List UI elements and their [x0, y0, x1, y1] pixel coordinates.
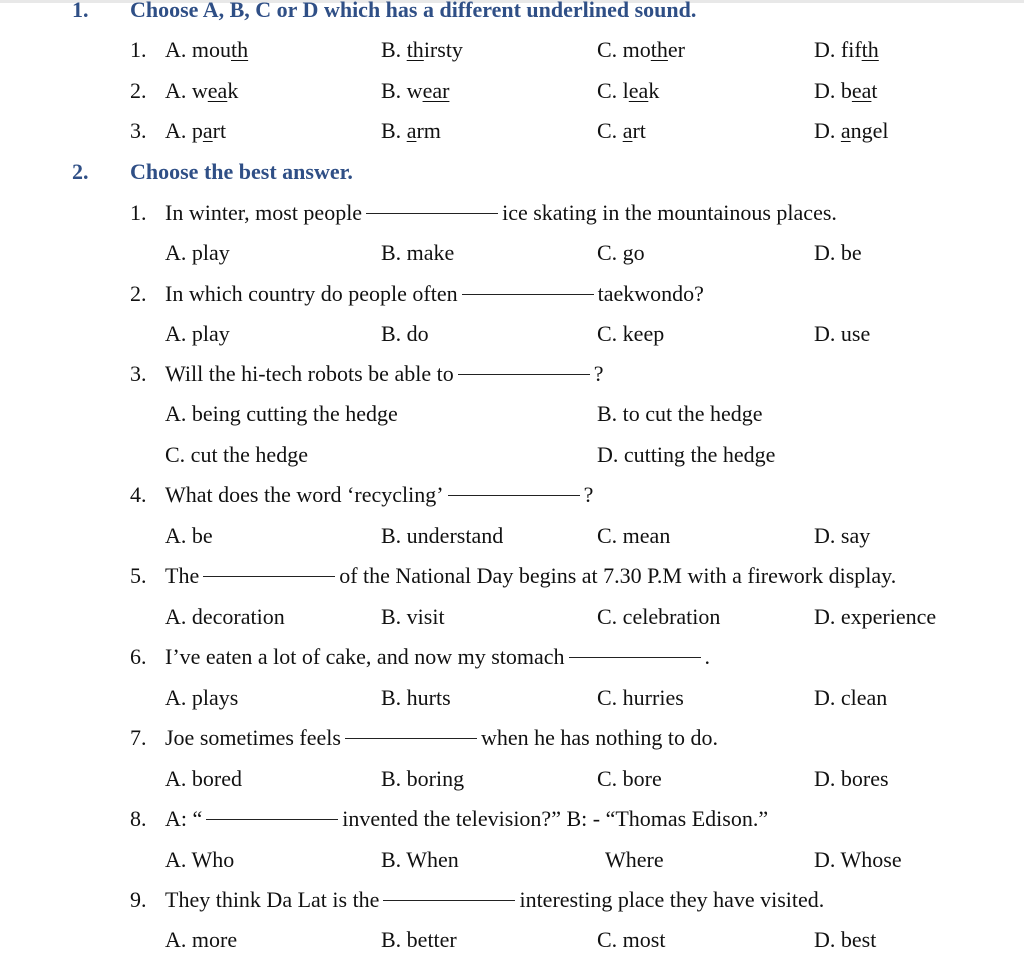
underlined-sound: ea: [207, 78, 228, 103]
question-number: 4.: [130, 482, 147, 507]
answer-blank: [203, 576, 335, 577]
pronunciation-question-1: [0, 30, 1024, 70]
question-8-stem: [0, 799, 1024, 839]
option-b: B. arm: [381, 118, 441, 143]
option-b: B. boring: [381, 766, 465, 791]
underlined-sound: a: [840, 118, 851, 143]
option-c: C. hurries: [597, 685, 684, 710]
answer-blank: [206, 819, 338, 820]
option-a: A. part: [165, 118, 227, 143]
underlined-sound: th: [406, 37, 424, 62]
question-text: What does the word ‘recycling’ ?: [165, 482, 594, 507]
question-3-options-row-2: [0, 435, 1024, 475]
answer-blank: [366, 213, 498, 214]
answer-blank: [383, 900, 515, 901]
option-c: C. go: [597, 240, 645, 265]
question-number: 9.: [130, 887, 147, 912]
option-b: B. understand: [381, 523, 504, 548]
option-c: C. leak: [597, 78, 660, 103]
option-a: A. being cutting the hedge: [165, 401, 398, 426]
question-text: I’ve eaten a lot of cake, and now my stomach .: [165, 644, 711, 669]
option-b: B. hurts: [381, 685, 451, 710]
answer-blank: [569, 657, 701, 658]
underlined-sound: ea: [851, 78, 872, 103]
section-2-title: Choose the best answer.: [130, 159, 353, 184]
section-1-number: 1.: [72, 0, 89, 22]
option-d: D. experience: [814, 604, 937, 629]
option-b: B. make: [381, 240, 455, 265]
option-a: A. more: [165, 927, 238, 952]
question-number: 5.: [130, 563, 147, 588]
question-7-stem: [0, 718, 1024, 758]
question-5-stem: [0, 556, 1024, 596]
pronunciation-question-3: [0, 111, 1024, 151]
section-1-title: Choose A, B, C or D which has a different underlined sound.: [130, 0, 697, 22]
option-c: C. keep: [597, 321, 665, 346]
option-d: D. use: [814, 321, 871, 346]
option-c: C. mean: [597, 523, 671, 548]
option-a: A. Who: [165, 847, 235, 872]
question-number: 8.: [130, 806, 147, 831]
question-7-options: [0, 759, 1024, 799]
option-a: A. mouth: [165, 37, 249, 62]
option-a: A. bored: [165, 766, 242, 791]
option-b: B. to cut the hedge: [597, 401, 763, 426]
question-2-stem: [0, 274, 1024, 314]
answer-blank: [448, 495, 580, 496]
question-4-stem: [0, 475, 1024, 515]
section-2-heading: [0, 152, 1024, 192]
option-b: B. better: [381, 927, 457, 952]
underlined-sound: th: [231, 37, 249, 62]
question-1-stem: [0, 193, 1024, 233]
question-number: 6.: [130, 644, 147, 669]
option-b: B. When: [381, 847, 459, 872]
option-a: A. decoration: [165, 604, 285, 629]
option-a: A. play: [165, 321, 230, 346]
option-a: A. play: [165, 240, 230, 265]
option-b: B. do: [381, 321, 429, 346]
question-5-options: [0, 597, 1024, 637]
question-text: They think Da Lat is the interesting place they have visited.: [165, 887, 825, 912]
question-6-options: [0, 678, 1024, 718]
section-2-number: 2.: [72, 159, 89, 184]
question-9-options: [0, 920, 1024, 960]
option-d: D. say: [814, 523, 871, 548]
pronunciation-question-2: [0, 71, 1024, 111]
question-text: Joe sometimes feels when he has nothing to do.: [165, 725, 719, 750]
answer-blank: [458, 374, 590, 375]
section-1-heading: [0, 0, 1024, 30]
question-number: 2.: [130, 78, 147, 103]
underlined-sound: ea: [628, 78, 649, 103]
option-d: D. Whose: [814, 847, 902, 872]
question-9-stem: [0, 880, 1024, 920]
option-d: D. fifth: [814, 37, 879, 62]
question-1-options: [0, 233, 1024, 273]
underlined-sound: a: [202, 118, 213, 143]
question-number: 1.: [130, 37, 147, 62]
option-c: C. bore: [597, 766, 662, 791]
question-text: Will the hi-tech robots be able to ?: [165, 361, 604, 386]
option-c: C. celebration: [597, 604, 721, 629]
question-4-options: [0, 516, 1024, 556]
option-a: A. plays: [165, 685, 239, 710]
underlined-sound: a: [406, 118, 417, 143]
question-text: The of the National Day begins at 7.30 P.M with a firework display.: [165, 563, 897, 588]
option-d: D. bores: [814, 766, 889, 791]
underlined-sound: th: [861, 37, 879, 62]
option-d: D. be: [814, 240, 862, 265]
question-text: In which country do people often taekwondo?: [165, 281, 704, 306]
option-d: D. cutting the hedge: [597, 442, 776, 467]
underlined-sound: ear: [422, 78, 450, 103]
question-text: In winter, most people ice skating in the mountainous places.: [165, 200, 837, 225]
option-c: Where: [605, 847, 664, 872]
question-number: 1.: [130, 200, 147, 225]
question-8-options: [0, 840, 1024, 880]
option-c: C. mother: [597, 37, 686, 62]
question-6-stem: [0, 637, 1024, 677]
option-b: B. thirsty: [381, 37, 463, 62]
option-c: C. most: [597, 927, 666, 952]
question-number: 2.: [130, 281, 147, 306]
option-d: D. best: [814, 927, 877, 952]
option-b: B. wear: [381, 78, 450, 103]
underlined-sound: th: [650, 37, 668, 62]
question-3-stem: [0, 354, 1024, 394]
option-d: D. beat: [814, 78, 878, 103]
option-a: A. be: [165, 523, 213, 548]
underlined-sound: a: [622, 118, 633, 143]
option-b: B. visit: [381, 604, 445, 629]
question-3-options-row-1: [0, 394, 1024, 434]
question-number: 3.: [130, 361, 147, 386]
question-number: 3.: [130, 118, 147, 143]
answer-blank: [345, 738, 477, 739]
answer-blank: [462, 294, 594, 295]
question-2-options: [0, 314, 1024, 354]
option-c: C. cut the hedge: [165, 442, 308, 467]
option-c: C. art: [597, 118, 646, 143]
option-a: A. weak: [165, 78, 239, 103]
question-text: A: “ invented the television?” B: - “Thomas Edison.”: [165, 806, 769, 831]
question-number: 7.: [130, 725, 147, 750]
option-d: D. angel: [814, 118, 889, 143]
option-d: D. clean: [814, 685, 888, 710]
